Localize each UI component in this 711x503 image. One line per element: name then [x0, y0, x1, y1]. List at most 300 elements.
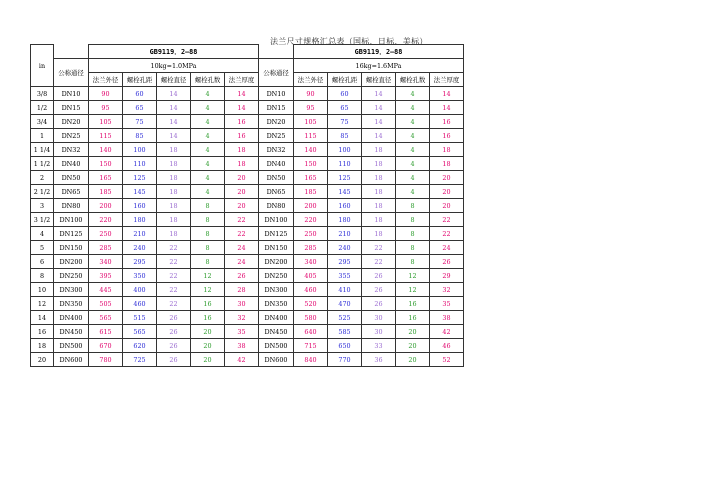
cell-right-bolt-pitch: 60	[328, 87, 362, 101]
cell-nominal-left: DN25	[54, 129, 89, 143]
cell-left-bolt-pitch: 620	[123, 339, 157, 353]
cell-right-bolt-count: 4	[396, 115, 430, 129]
cell-nominal-right: DN350	[259, 297, 294, 311]
cell-left-outer-diameter: 200	[89, 199, 123, 213]
cell-right-bolt-count: 4	[396, 87, 430, 101]
cell-nominal-left: DN100	[54, 213, 89, 227]
cell-left-outer-diameter: 395	[89, 269, 123, 283]
cell-right-bolt-pitch: 85	[328, 129, 362, 143]
cell-left-thickness: 18	[225, 143, 259, 157]
cell-right-bolt-pitch: 585	[328, 325, 362, 339]
table-row	[31, 185, 464, 199]
cell-left-thickness: 16	[225, 115, 259, 129]
col-bolt-pitch: 螺栓孔距	[123, 73, 157, 87]
cell-left-bolt-count: 16	[191, 311, 225, 325]
cell-left-outer-diameter: 615	[89, 325, 123, 339]
cell-right-bolt-count: 8	[396, 213, 430, 227]
cell-left-outer-diameter: 445	[89, 283, 123, 297]
cell-nominal-left: DN20	[54, 115, 89, 129]
cell-left-outer-diameter: 670	[89, 339, 123, 353]
table-row	[31, 269, 464, 283]
cell-nominal-left: DN150	[54, 241, 89, 255]
cell-left-outer-diameter: 185	[89, 185, 123, 199]
cell-nominal-left: DN80	[54, 199, 89, 213]
cell-left-outer-diameter: 250	[89, 227, 123, 241]
cell-right-bolt-diameter: 18	[362, 157, 396, 171]
cell-left-bolt-diameter: 22	[157, 283, 191, 297]
cell-left-bolt-count: 12	[191, 283, 225, 297]
cell-inch: 2	[31, 171, 54, 185]
sheet-title: 法兰尺寸规格汇总表（国标、日标、美标）	[270, 37, 428, 46]
cell-left-bolt-diameter: 22	[157, 241, 191, 255]
table-header	[31, 45, 464, 87]
cell-nominal-left: DN50	[54, 171, 89, 185]
cell-right-outer-diameter: 165	[294, 171, 328, 185]
cell-right-bolt-pitch: 180	[328, 213, 362, 227]
cell-right-bolt-pitch: 770	[328, 353, 362, 367]
cell-left-bolt-pitch: 110	[123, 157, 157, 171]
cell-left-thickness: 16	[225, 129, 259, 143]
cell-inch: 3/8	[31, 87, 54, 101]
cell-nominal-left: DN10	[54, 87, 89, 101]
cell-inch: 20	[31, 353, 54, 367]
cell-left-outer-diameter: 285	[89, 241, 123, 255]
cell-right-bolt-count: 8	[396, 241, 430, 255]
cell-left-bolt-count: 20	[191, 353, 225, 367]
cell-nominal-right: DN50	[259, 171, 294, 185]
cell-nominal-right: DN15	[259, 101, 294, 115]
cell-right-thickness: 29	[430, 269, 464, 283]
cell-right-thickness: 16	[430, 129, 464, 143]
table-row	[31, 87, 464, 101]
cell-right-bolt-count: 16	[396, 297, 430, 311]
cell-left-bolt-count: 4	[191, 185, 225, 199]
cell-right-outer-diameter: 250	[294, 227, 328, 241]
cell-left-outer-diameter: 115	[89, 129, 123, 143]
cell-left-bolt-diameter: 22	[157, 297, 191, 311]
cell-left-thickness: 30	[225, 297, 259, 311]
cell-left-bolt-diameter: 18	[157, 143, 191, 157]
cell-right-bolt-pitch: 100	[328, 143, 362, 157]
cell-left-outer-diameter: 505	[89, 297, 123, 311]
cell-left-bolt-count: 8	[191, 255, 225, 269]
cell-nominal-right: DN100	[259, 213, 294, 227]
cell-left-bolt-pitch: 295	[123, 255, 157, 269]
table-row	[31, 199, 464, 213]
cell-right-bolt-count: 16	[396, 311, 430, 325]
cell-right-bolt-diameter: 33	[362, 339, 396, 353]
cell-inch: 4	[31, 227, 54, 241]
cell-nominal-left: DN350	[54, 297, 89, 311]
cell-left-thickness: 20	[225, 199, 259, 213]
cell-right-outer-diameter: 150	[294, 157, 328, 171]
cell-right-bolt-pitch: 240	[328, 241, 362, 255]
cell-right-bolt-count: 4	[396, 101, 430, 115]
table-row	[31, 143, 464, 157]
cell-left-outer-diameter: 140	[89, 143, 123, 157]
cell-right-outer-diameter: 140	[294, 143, 328, 157]
col-bolt-pitch: 螺栓孔距	[328, 73, 362, 87]
cell-left-bolt-count: 4	[191, 171, 225, 185]
cell-right-bolt-diameter: 14	[362, 115, 396, 129]
cell-right-thickness: 35	[430, 297, 464, 311]
table-row	[31, 157, 464, 171]
cell-right-thickness: 46	[430, 339, 464, 353]
cell-right-bolt-count: 20	[396, 353, 430, 367]
cell-nominal-right: DN400	[259, 311, 294, 325]
flange-spec-table	[30, 44, 464, 367]
cell-left-bolt-diameter: 18	[157, 199, 191, 213]
header-spacer-right	[259, 45, 294, 59]
header-in: in	[31, 45, 54, 87]
cell-left-bolt-pitch: 100	[123, 143, 157, 157]
cell-left-outer-diameter: 780	[89, 353, 123, 367]
cell-left-thickness: 26	[225, 269, 259, 283]
table-row	[31, 227, 464, 241]
cell-left-bolt-pitch: 85	[123, 129, 157, 143]
cell-right-bolt-diameter: 14	[362, 87, 396, 101]
table-row	[31, 283, 464, 297]
cell-nominal-left: DN400	[54, 311, 89, 325]
header-nominal-left: 公称通径	[54, 59, 89, 87]
cell-inch: 1 1/4	[31, 143, 54, 157]
cell-left-bolt-pitch: 160	[123, 199, 157, 213]
cell-left-bolt-pitch: 145	[123, 185, 157, 199]
cell-inch: 10	[31, 283, 54, 297]
cell-left-bolt-pitch: 65	[123, 101, 157, 115]
cell-left-thickness: 18	[225, 157, 259, 171]
cell-right-bolt-diameter: 30	[362, 325, 396, 339]
cell-left-thickness: 32	[225, 311, 259, 325]
cell-right-bolt-count: 8	[396, 255, 430, 269]
cell-left-bolt-diameter: 22	[157, 255, 191, 269]
cell-left-bolt-count: 8	[191, 227, 225, 241]
cell-left-bolt-pitch: 125	[123, 171, 157, 185]
cell-right-bolt-count: 8	[396, 227, 430, 241]
cell-nominal-right: DN600	[259, 353, 294, 367]
cell-inch: 6	[31, 255, 54, 269]
cell-left-bolt-count: 12	[191, 269, 225, 283]
col-outer-diameter: 法兰外径	[294, 73, 328, 87]
cell-left-bolt-count: 4	[191, 157, 225, 171]
cell-right-bolt-pitch: 145	[328, 185, 362, 199]
left-standard: GB9119．2—88	[89, 45, 259, 59]
cell-left-thickness: 24	[225, 241, 259, 255]
cell-nominal-right: DN200	[259, 255, 294, 269]
cell-nominal-left: DN15	[54, 101, 89, 115]
cell-right-thickness: 52	[430, 353, 464, 367]
cell-left-bolt-count: 4	[191, 115, 225, 129]
cell-right-thickness: 22	[430, 227, 464, 241]
cell-right-thickness: 32	[430, 283, 464, 297]
cell-right-bolt-pitch: 355	[328, 269, 362, 283]
cell-left-bolt-count: 4	[191, 87, 225, 101]
cell-left-thickness: 38	[225, 339, 259, 353]
col-bolt-count: 螺栓孔数	[396, 73, 430, 87]
cell-nominal-right: DN40	[259, 157, 294, 171]
cell-left-bolt-diameter: 26	[157, 353, 191, 367]
cell-left-bolt-pitch: 75	[123, 115, 157, 129]
cell-inch: 14	[31, 311, 54, 325]
cell-left-bolt-pitch: 240	[123, 241, 157, 255]
cell-right-thickness: 20	[430, 199, 464, 213]
cell-right-outer-diameter: 285	[294, 241, 328, 255]
cell-nominal-left: DN32	[54, 143, 89, 157]
cell-left-outer-diameter: 90	[89, 87, 123, 101]
cell-right-bolt-diameter: 22	[362, 255, 396, 269]
cell-left-bolt-count: 8	[191, 199, 225, 213]
cell-inch: 3	[31, 199, 54, 213]
cell-left-bolt-diameter: 14	[157, 129, 191, 143]
cell-right-bolt-count: 4	[396, 157, 430, 171]
cell-right-outer-diameter: 715	[294, 339, 328, 353]
cell-left-bolt-pitch: 180	[123, 213, 157, 227]
cell-left-bolt-count: 16	[191, 297, 225, 311]
cell-nominal-right: DN32	[259, 143, 294, 157]
col-bolt-count: 螺栓孔数	[191, 73, 225, 87]
cell-left-bolt-diameter: 22	[157, 269, 191, 283]
cell-right-bolt-diameter: 14	[362, 129, 396, 143]
cell-right-thickness: 26	[430, 255, 464, 269]
cell-right-outer-diameter: 95	[294, 101, 328, 115]
cell-right-bolt-pitch: 110	[328, 157, 362, 171]
cell-inch: 16	[31, 325, 54, 339]
cell-left-thickness: 20	[225, 171, 259, 185]
cell-right-bolt-pitch: 470	[328, 297, 362, 311]
cell-right-outer-diameter: 405	[294, 269, 328, 283]
cell-left-thickness: 24	[225, 255, 259, 269]
cell-left-bolt-diameter: 26	[157, 325, 191, 339]
table-body	[31, 87, 464, 367]
cell-left-outer-diameter: 220	[89, 213, 123, 227]
cell-left-thickness: 42	[225, 353, 259, 367]
cell-left-bolt-diameter: 26	[157, 311, 191, 325]
cell-right-thickness: 22	[430, 213, 464, 227]
cell-right-thickness: 24	[430, 241, 464, 255]
cell-right-bolt-count: 12	[396, 269, 430, 283]
cell-right-thickness: 20	[430, 171, 464, 185]
table-row	[31, 171, 464, 185]
cell-right-outer-diameter: 200	[294, 199, 328, 213]
cell-right-bolt-diameter: 30	[362, 311, 396, 325]
cell-nominal-left: DN300	[54, 283, 89, 297]
cell-right-bolt-pitch: 650	[328, 339, 362, 353]
cell-right-bolt-pitch: 65	[328, 101, 362, 115]
cell-right-bolt-count: 8	[396, 199, 430, 213]
cell-left-bolt-diameter: 18	[157, 185, 191, 199]
cell-left-bolt-pitch: 515	[123, 311, 157, 325]
cell-right-bolt-diameter: 14	[362, 101, 396, 115]
cell-nominal-right: DN125	[259, 227, 294, 241]
cell-right-bolt-diameter: 22	[362, 241, 396, 255]
cell-right-bolt-diameter: 18	[362, 199, 396, 213]
cell-right-thickness: 16	[430, 115, 464, 129]
cell-left-bolt-count: 4	[191, 143, 225, 157]
cell-nominal-right: DN300	[259, 283, 294, 297]
cell-right-bolt-count: 4	[396, 171, 430, 185]
cell-nominal-right: DN65	[259, 185, 294, 199]
cell-left-bolt-count: 20	[191, 339, 225, 353]
cell-right-bolt-diameter: 26	[362, 269, 396, 283]
cell-left-bolt-count: 4	[191, 129, 225, 143]
cell-right-outer-diameter: 640	[294, 325, 328, 339]
cell-left-thickness: 35	[225, 325, 259, 339]
table-row	[31, 255, 464, 269]
table-row	[31, 311, 464, 325]
cell-left-outer-diameter: 150	[89, 157, 123, 171]
cell-left-bolt-pitch: 565	[123, 325, 157, 339]
cell-left-bolt-count: 20	[191, 325, 225, 339]
cell-left-bolt-count: 4	[191, 101, 225, 115]
cell-inch: 18	[31, 339, 54, 353]
cell-left-bolt-diameter: 14	[157, 87, 191, 101]
cell-right-thickness: 14	[430, 101, 464, 115]
cell-right-bolt-pitch: 525	[328, 311, 362, 325]
cell-right-bolt-pitch: 125	[328, 171, 362, 185]
cell-nominal-right: DN150	[259, 241, 294, 255]
table-row	[31, 129, 464, 143]
cell-left-bolt-pitch: 725	[123, 353, 157, 367]
cell-left-bolt-pitch: 400	[123, 283, 157, 297]
cell-right-bolt-diameter: 26	[362, 297, 396, 311]
cell-left-thickness: 22	[225, 227, 259, 241]
cell-right-outer-diameter: 460	[294, 283, 328, 297]
cell-right-bolt-pitch: 410	[328, 283, 362, 297]
cell-right-bolt-count: 4	[396, 143, 430, 157]
cell-left-thickness: 14	[225, 101, 259, 115]
cell-nominal-right: DN20	[259, 115, 294, 129]
cell-left-bolt-diameter: 18	[157, 213, 191, 227]
cell-left-bolt-diameter: 14	[157, 101, 191, 115]
right-standard: GB9119．2—88	[294, 45, 464, 59]
cell-left-bolt-pitch: 460	[123, 297, 157, 311]
cell-right-bolt-diameter: 18	[362, 227, 396, 241]
cell-nominal-left: DN250	[54, 269, 89, 283]
cell-inch: 3 1/2	[31, 213, 54, 227]
cell-nominal-left: DN450	[54, 325, 89, 339]
cell-right-thickness: 18	[430, 143, 464, 157]
header-nominal-right: 公称通径	[259, 59, 294, 87]
cell-nominal-left: DN125	[54, 227, 89, 241]
cell-left-bolt-pitch: 210	[123, 227, 157, 241]
cell-right-outer-diameter: 340	[294, 255, 328, 269]
cell-inch: 1 1/2	[31, 157, 54, 171]
cell-right-outer-diameter: 185	[294, 185, 328, 199]
cell-right-bolt-count: 12	[396, 283, 430, 297]
cell-inch: 8	[31, 269, 54, 283]
cell-right-outer-diameter: 220	[294, 213, 328, 227]
cell-right-bolt-diameter: 18	[362, 185, 396, 199]
cell-left-outer-diameter: 165	[89, 171, 123, 185]
cell-right-bolt-count: 4	[396, 129, 430, 143]
cell-left-outer-diameter: 565	[89, 311, 123, 325]
cell-left-bolt-diameter: 14	[157, 115, 191, 129]
cell-nominal-right: DN450	[259, 325, 294, 339]
cell-inch: 1	[31, 129, 54, 143]
cell-left-bolt-diameter: 26	[157, 339, 191, 353]
cell-nominal-right: DN80	[259, 199, 294, 213]
cell-right-bolt-pitch: 295	[328, 255, 362, 269]
header-spacer-left	[54, 45, 89, 59]
cell-left-bolt-pitch: 350	[123, 269, 157, 283]
cell-inch: 5	[31, 241, 54, 255]
cell-right-outer-diameter: 840	[294, 353, 328, 367]
cell-nominal-right: DN25	[259, 129, 294, 143]
cell-left-outer-diameter: 105	[89, 115, 123, 129]
cell-right-bolt-pitch: 160	[328, 199, 362, 213]
col-bolt-diameter: 螺栓直径	[157, 73, 191, 87]
left-pressure: 10kg=1.0MPa	[89, 59, 259, 73]
cell-nominal-right: DN250	[259, 269, 294, 283]
cell-inch: 1/2	[31, 101, 54, 115]
cell-right-outer-diameter: 520	[294, 297, 328, 311]
cell-nominal-left: DN40	[54, 157, 89, 171]
table-row	[31, 213, 464, 227]
col-bolt-diameter: 螺栓直径	[362, 73, 396, 87]
cell-left-bolt-diameter: 18	[157, 157, 191, 171]
table-row	[31, 325, 464, 339]
cell-right-bolt-count: 4	[396, 185, 430, 199]
cell-nominal-left: DN65	[54, 185, 89, 199]
cell-inch: 12	[31, 297, 54, 311]
cell-right-bolt-diameter: 18	[362, 171, 396, 185]
cell-inch: 3/4	[31, 115, 54, 129]
cell-left-thickness: 22	[225, 213, 259, 227]
col-outer-diameter: 法兰外径	[89, 73, 123, 87]
cell-right-thickness: 38	[430, 311, 464, 325]
col-thickness: 法兰厚度	[430, 73, 464, 87]
cell-right-outer-diameter: 105	[294, 115, 328, 129]
cell-right-bolt-diameter: 36	[362, 353, 396, 367]
cell-right-thickness: 42	[430, 325, 464, 339]
cell-right-outer-diameter: 90	[294, 87, 328, 101]
col-thickness: 法兰厚度	[225, 73, 259, 87]
cell-right-bolt-diameter: 18	[362, 213, 396, 227]
cell-right-outer-diameter: 580	[294, 311, 328, 325]
cell-left-outer-diameter: 340	[89, 255, 123, 269]
table-row	[31, 297, 464, 311]
table-row	[31, 353, 464, 367]
cell-left-thickness: 28	[225, 283, 259, 297]
cell-right-thickness: 20	[430, 185, 464, 199]
cell-nominal-right: DN500	[259, 339, 294, 353]
table-row	[31, 115, 464, 129]
cell-left-thickness: 20	[225, 185, 259, 199]
cell-nominal-right: DN10	[259, 87, 294, 101]
cell-right-bolt-pitch: 75	[328, 115, 362, 129]
cell-right-bolt-count: 20	[396, 325, 430, 339]
cell-right-bolt-count: 20	[396, 339, 430, 353]
cell-nominal-left: DN200	[54, 255, 89, 269]
cell-left-bolt-pitch: 60	[123, 87, 157, 101]
cell-right-outer-diameter: 115	[294, 129, 328, 143]
cell-nominal-left: DN600	[54, 353, 89, 367]
cell-left-bolt-count: 8	[191, 241, 225, 255]
cell-nominal-left: DN500	[54, 339, 89, 353]
cell-right-thickness: 18	[430, 157, 464, 171]
cell-right-bolt-pitch: 210	[328, 227, 362, 241]
cell-left-bolt-count: 8	[191, 213, 225, 227]
cell-right-bolt-diameter: 26	[362, 283, 396, 297]
cell-right-bolt-diameter: 18	[362, 143, 396, 157]
cell-right-thickness: 14	[430, 87, 464, 101]
cell-left-thickness: 14	[225, 87, 259, 101]
table-row	[31, 101, 464, 115]
cell-left-bolt-diameter: 18	[157, 171, 191, 185]
right-pressure: 16kg=1.6MPa	[294, 59, 464, 73]
table-row	[31, 241, 464, 255]
cell-inch: 2 1/2	[31, 185, 54, 199]
